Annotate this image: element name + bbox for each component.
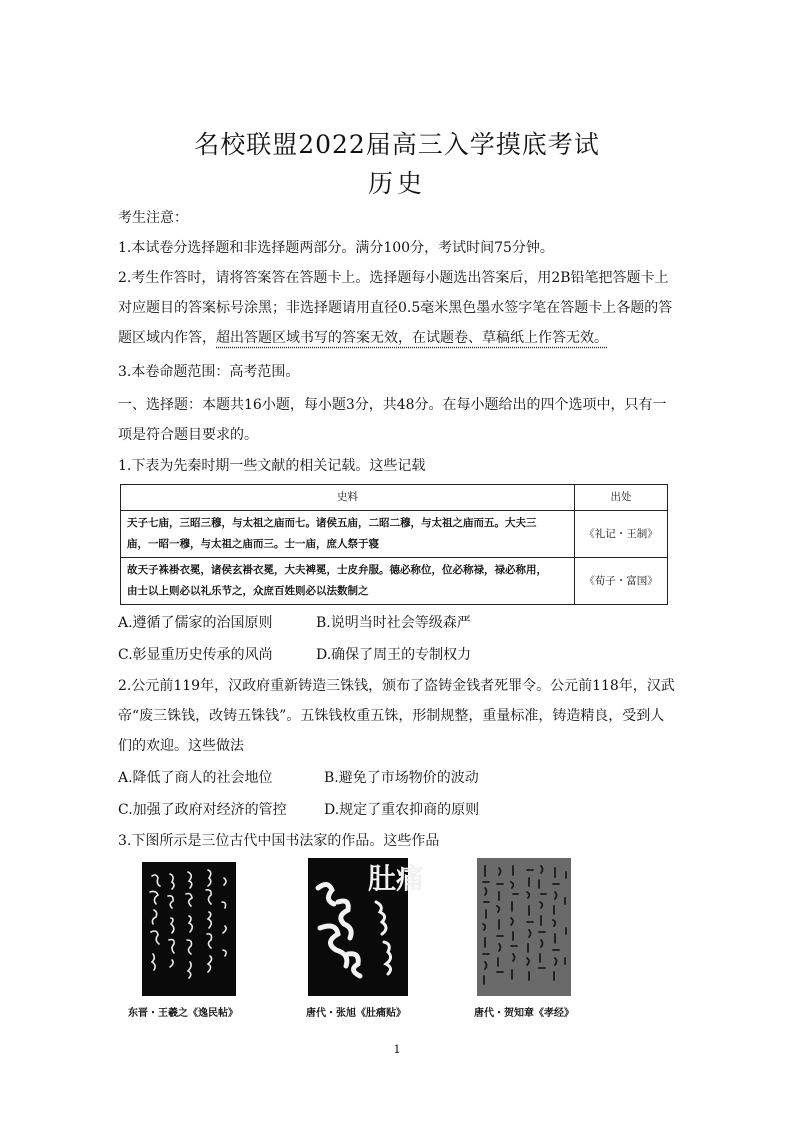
question-1-option-b: B.说明当时社会等级森严	[316, 615, 471, 631]
notice-item-1: 1.本试卷分选择题和非选择题两部分。满分100分，考试时间75分钟。	[118, 240, 554, 256]
table-cell-text-line: 由士以上则必以礼乐节之，众庶百姓则必以法数制之	[127, 585, 369, 597]
question-1-table	[120, 484, 668, 605]
exam-title: 名校联盟2022届高三入学摸底考试	[194, 130, 600, 159]
notice-heading: 考生注意：	[118, 210, 188, 226]
caption-wang-xizhi: 东晋・王羲之《逸民帖》	[128, 1008, 238, 1019]
question-1-stem: 1.下表为先秦时期一些文献的相关记载。这些记载	[118, 458, 426, 474]
question-2-option-b: B.避免了市场物价的波动	[324, 770, 479, 786]
table-cell-source: 《荀子・富国》	[575, 558, 668, 605]
notice-emphasis-dotted: 超出答题区域书写的答案无效，在试题卷、草稿纸上作答无效。	[216, 330, 608, 346]
section-instructions-line-1: 一、选择题：本题共16小题，每小题3分，共48分。在每小题给出的四个选项中，只有一	[118, 397, 667, 413]
table-cell-text-line: 故天子袾褂衣冕，诸侯玄褂衣冕，大夫裨冕，士皮弁服。德必称位，位必称禄，禄必称用，	[127, 564, 547, 576]
table-header-row	[121, 485, 668, 511]
question-1-option-d: D.确保了周王的专制权力	[316, 647, 472, 663]
calligraphy-image-zhang-xu	[308, 858, 425, 996]
notice-item-2-line-2: 对应题目的答案标号涂黑；非选择题请用直径0.5毫米黑色墨水签字笔在答题卡上各题的答	[118, 300, 673, 316]
question-2-stem-line-2: 帝“废三铢钱，改铸五铢钱”。五铢钱枚重五铢，形制规整，重量标准，铸造精良，受到人	[118, 708, 665, 724]
question-3-stem: 3.下图所示是三位古代中国书法家的作品。这些作品	[118, 833, 440, 849]
notice-item-2-line-3	[118, 328, 608, 348]
section-instructions-line-2: 项是符合题目要求的。	[118, 427, 258, 443]
notice-item-3: 3.本卷命题范围：高考范围。	[118, 364, 300, 380]
notice-item-2-line-3-plain: 题区域内作答，	[118, 330, 216, 346]
subject-title: 历史	[367, 169, 426, 198]
question-2-stem-line-1: 2.公元前119年，汉政府重新铸造三铢钱，颁布了盗铸金钱者死罪令。公元前118年，汉武	[118, 678, 675, 694]
table-cell-text-line: 庙，一昭一穆，与太祖之庙而三。士一庙，庶人祭于寝	[127, 538, 379, 550]
page-number: 1	[393, 1043, 401, 1056]
table-cell-text	[121, 511, 575, 558]
question-1-option-a: A.遵循了儒家的治国原则	[118, 615, 273, 631]
table-header-text: 史料	[121, 485, 575, 511]
calligraphy-image-wang-xizhi	[142, 862, 236, 996]
calligraphy-big-char: 肚痛	[368, 862, 425, 895]
caption-zhang-xu: 唐代・张旭《肚痛贴》	[306, 1008, 406, 1019]
table-row	[121, 558, 668, 605]
question-2-option-d: D.规定了重农抑商的原则	[324, 802, 480, 818]
table-row	[121, 511, 668, 558]
table-cell-text	[121, 558, 575, 605]
table-cell-text-line: 天子七庙，三昭三穆，与太祖之庙而七。诸侯五庙，二昭二穆，与太祖之庙而五。大夫三	[127, 517, 537, 529]
question-2-option-a: A.降低了商人的社会地位	[118, 770, 273, 786]
calligraphy-image-he-zhizhang	[477, 858, 571, 996]
question-2-option-c: C.加强了政府对经济的管控	[118, 802, 287, 818]
table-cell-source: 《礼记・王制》	[575, 511, 668, 558]
caption-he-zhizhang: 唐代・贺知章《孝经》	[474, 1008, 574, 1019]
notice-item-2-line-1: 2.考生作答时，请将答案答在答题卡上。选择题每小题选出答案后，用2B铅笔把答题卡上	[118, 270, 669, 286]
table-header-source: 出处	[575, 485, 668, 511]
question-1-option-c: C.彰显重历史传承的风尚	[118, 647, 273, 663]
question-2-stem-line-3: 们的欢迎。这些做法	[118, 738, 244, 754]
